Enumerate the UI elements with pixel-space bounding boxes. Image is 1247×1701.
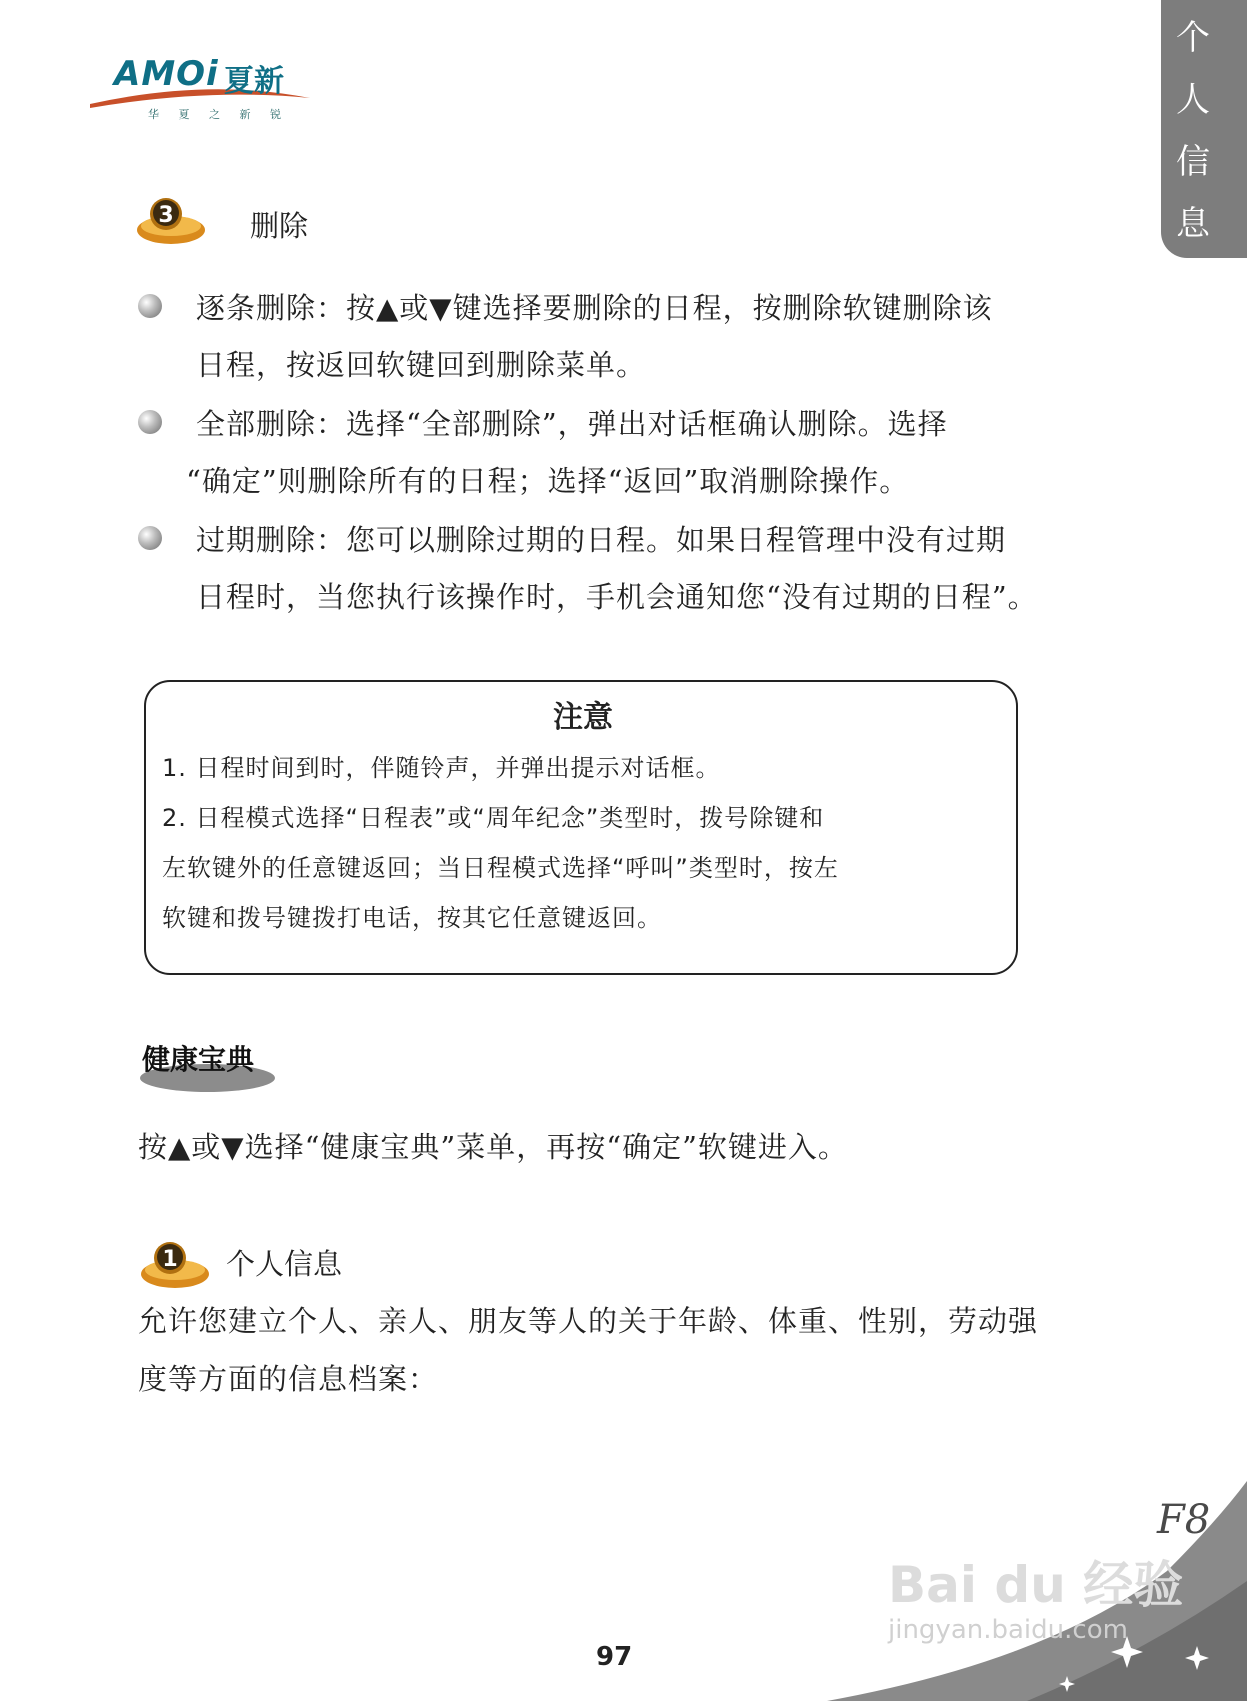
step-title: 删除: [250, 209, 309, 243]
model-label: F8: [1157, 1497, 1211, 1543]
list-item: [138, 396, 1138, 510]
list-item-line: 逐条删除：按▲或▼键选择要删除的日程，按删除软键删除该: [196, 291, 993, 325]
note-line: 2. 日程模式选择“日程表”或“周年纪念”类型时，拨号除键和: [162, 804, 825, 832]
bullet-icon: [138, 294, 162, 318]
list-item: [138, 280, 1138, 394]
note-line: 1. 日程时间到时，伴随铃声，并弹出提示对话框。: [162, 754, 721, 782]
list-item-line: 过期删除：您可以删除过期的日程。如果日程管理中没有过期: [196, 523, 1007, 557]
brand-slogan: 华 夏 之 新 锐: [148, 108, 289, 121]
bullet-icon: [138, 526, 162, 550]
note-line: 左软键外的任意键返回；当日程模式选择“呼叫”类型时，按左: [162, 854, 839, 882]
note-box: [144, 680, 1018, 975]
note-line: 软键和拨号键拨打电话，按其它任意键返回。: [162, 904, 662, 932]
list-item-line: 日程时，当您执行该操作时，手机会通知您“没有过期的日程”。: [196, 580, 1038, 614]
chapter-side-tab: [1161, 0, 1247, 258]
paragraph-line: 允许您建立个人、亲人、朋友等人的关于年龄、体重、性别，劳动强: [138, 1304, 1039, 1338]
page-number: 97: [596, 1642, 633, 1672]
side-tab-char: 人: [1176, 80, 1210, 120]
step-badge-number: 1: [162, 1247, 178, 1272]
brand-logo: [88, 48, 328, 128]
step-title: 个人信息: [226, 1247, 343, 1281]
section-intro: 按▲或▼选择“健康宝典”菜单，再按“确定”软键进入。: [138, 1130, 848, 1164]
brand-name-cn: 夏新: [224, 64, 284, 99]
side-tab-char: 信: [1176, 142, 1210, 182]
brand-name: AMOi: [114, 54, 219, 94]
section-heading: [140, 1038, 275, 1094]
step-badge-number: 3: [158, 203, 174, 228]
section-heading-text: 健康宝典: [142, 1043, 255, 1076]
list-item: [138, 512, 1138, 626]
side-tab-char: 个: [1176, 18, 1210, 58]
note-title: 注意: [553, 700, 613, 735]
list-item-line: 全部删除：选择“全部删除”，弹出对话框确认删除。选择: [196, 407, 948, 441]
watermark-logo: Bai du 经验: [888, 1556, 1184, 1614]
list-item-line: “确定”则删除所有的日程；选择“返回”取消删除操作。: [186, 464, 910, 498]
step-badge-icon: [138, 1236, 212, 1296]
paragraph-line: 度等方面的信息档案：: [138, 1362, 439, 1396]
watermark-url: jingyan.baidu.com: [888, 1615, 1128, 1645]
side-tab-char: 息: [1176, 204, 1210, 244]
list-item-line: 日程，按返回软键回到删除菜单。: [196, 348, 647, 382]
bullet-icon: [138, 410, 162, 434]
step-badge-icon: [134, 192, 208, 252]
